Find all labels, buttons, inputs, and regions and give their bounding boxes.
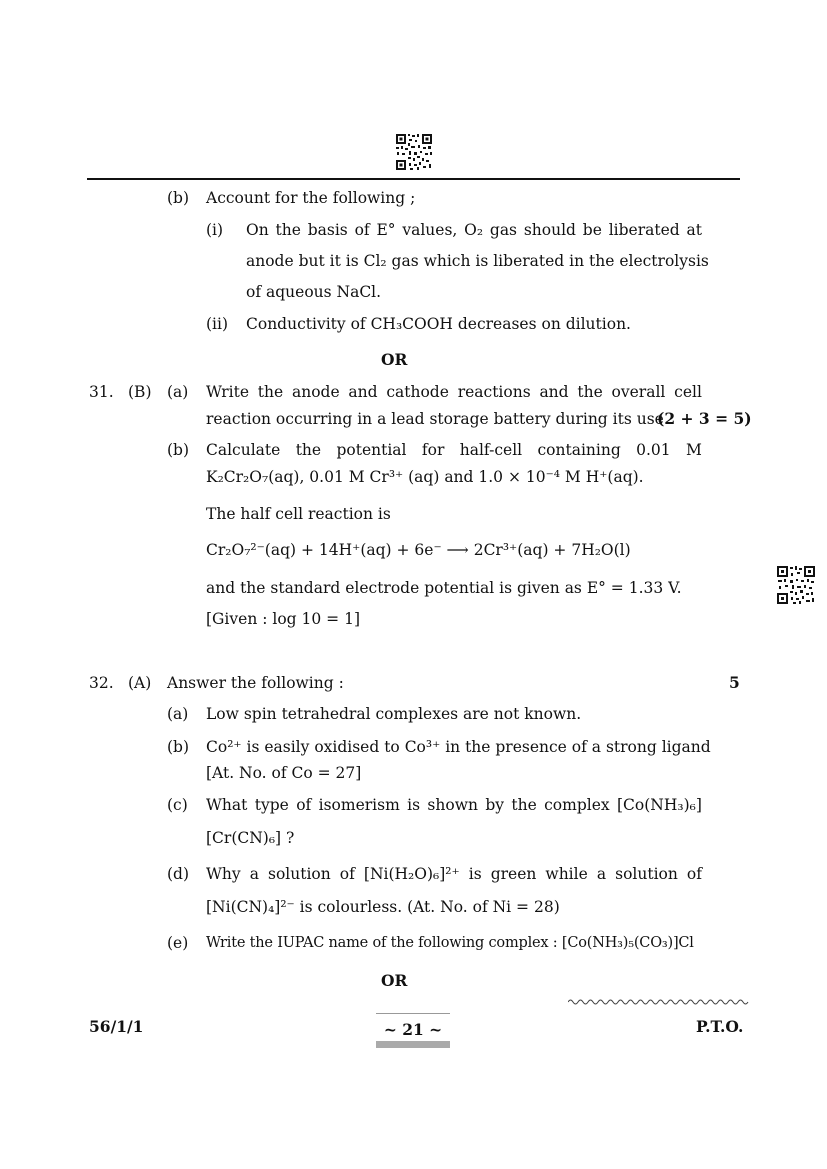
- q31b-b-label: (b): [167, 441, 190, 459]
- q31b-b-line4: and the standard electrode potential is given as E° = 1.33 V.: [206, 579, 682, 597]
- word: E°: [376, 221, 396, 239]
- q31a-b-ii-label: (ii): [206, 315, 229, 333]
- word: M: [686, 441, 702, 459]
- word: of: [339, 865, 355, 883]
- word: be: [582, 221, 602, 239]
- q31b-b-line3: The half cell reaction is: [206, 505, 391, 523]
- word: a: [596, 865, 607, 883]
- page-number: ~ 21 ~: [383, 1020, 443, 1039]
- word: half-cell: [459, 441, 523, 459]
- word: of: [354, 221, 370, 239]
- q31b-b-line1: [206, 440, 702, 460]
- q32-number: 32.: [89, 674, 114, 692]
- word: solution: [615, 865, 678, 883]
- q31a-b-i-line2: anode but it is Cl₂ gas which is liberated in the electrolysis: [246, 252, 709, 270]
- word: On: [246, 221, 269, 239]
- word: O₂: [464, 221, 484, 239]
- word: gas: [489, 221, 518, 239]
- or-divider-2: OR: [381, 971, 408, 990]
- word: basis: [307, 221, 348, 239]
- q31a-b-i-line1: [246, 220, 702, 240]
- word: and: [348, 383, 378, 401]
- word: at: [686, 221, 702, 239]
- word: green: [490, 865, 537, 883]
- word: anode: [291, 383, 340, 401]
- word: overall: [611, 383, 666, 401]
- page-number-top-rule: [376, 1013, 450, 1014]
- q31b-a-line2: reaction occurring in a lead storage battery during its use.: [206, 410, 669, 428]
- word: the: [257, 383, 284, 401]
- q31b-a-line1: [206, 382, 702, 402]
- word: the: [511, 796, 537, 814]
- word: for: [421, 441, 445, 459]
- word: What: [206, 796, 248, 814]
- q31b-a-label: (a): [167, 383, 189, 401]
- q32a-d-line1: [206, 864, 702, 884]
- word: of: [686, 865, 702, 883]
- word: potential: [336, 441, 407, 459]
- word: Write: [206, 383, 250, 401]
- q31a-b-label: (b): [167, 189, 190, 207]
- word: should: [523, 221, 576, 239]
- word: values,: [402, 221, 458, 239]
- word: containing: [537, 441, 621, 459]
- page-number-bar: [376, 1041, 450, 1048]
- q32a-c-line1: [206, 795, 702, 815]
- word: isomerism: [318, 796, 400, 814]
- word: complex: [544, 796, 610, 814]
- word: reactions: [457, 383, 531, 401]
- q32a-e-text: Write the IUPAC name of the following complex : [Co(NH₃)₅(CO₃)]Cl: [206, 935, 694, 951]
- q32a-b-label: (b): [167, 738, 190, 756]
- word: [Co(NH₃)₆]: [616, 796, 702, 814]
- word: the: [577, 383, 603, 401]
- q32a-marks: 5: [729, 673, 740, 692]
- header-rule: [87, 178, 740, 180]
- q32a-e-label: (e): [167, 934, 189, 952]
- q32a-b-line2: [At. No. of Co = 27]: [206, 764, 362, 782]
- q32a-d-line2: [Ni(CN)₄]²⁻ is colourless. (At. No. of Ni = 28): [206, 898, 560, 916]
- word: of: [296, 796, 312, 814]
- q32a-b-line1: Co²⁺ is easily oxidised to Co³⁺ in the presence of a strong ligand: [206, 738, 711, 756]
- q31a-b-i-line3: of aqueous NaCl.: [246, 283, 382, 301]
- word: a: [249, 865, 259, 883]
- word: Calculate: [206, 441, 281, 459]
- qr-code-top-icon: [395, 133, 433, 171]
- word: liberated: [608, 221, 680, 239]
- q31b-b-line2: K₂Cr₂O₇(aq), 0.01 M Cr³⁺ (aq) and 1.0 × 10⁻⁴ M H⁺(aq).: [206, 468, 644, 486]
- word: the: [275, 221, 301, 239]
- paper-code: 56/1/1: [89, 1017, 144, 1036]
- word: type: [254, 796, 289, 814]
- q31a-b-ii-text: Conductivity of CH₃COOH decreases on dilution.: [246, 315, 631, 333]
- word: is: [407, 796, 421, 814]
- word: cell: [674, 383, 702, 401]
- q31a-b-intro: Account for the following ;: [206, 189, 416, 207]
- word: shown: [427, 796, 478, 814]
- qr-code-side-icon: [776, 565, 816, 605]
- or-divider: OR: [381, 350, 408, 369]
- word: cathode: [386, 383, 449, 401]
- q32a-a-text: Low spin tetrahedral complexes are not known.: [206, 705, 582, 723]
- word: solution: [268, 865, 331, 883]
- q32a-c-label: (c): [167, 796, 188, 814]
- q32a-a-label: (a): [167, 705, 189, 723]
- q32a-c-line2: [Cr(CN)₆] ?: [206, 829, 295, 847]
- q32a-d-label: (d): [167, 865, 190, 883]
- wavy-line-icon: [568, 997, 750, 1007]
- word: the: [295, 441, 322, 459]
- q31a-b-i-label: (i): [206, 221, 224, 239]
- q31b-part-label: (B): [128, 383, 152, 401]
- q31b-given: [Given : log 10 = 1]: [206, 610, 360, 628]
- word: 0.01: [636, 441, 671, 459]
- pto-label: P.T.O.: [696, 1017, 744, 1036]
- word: is: [468, 865, 482, 883]
- q31b-marks: (2 + 3 = 5): [657, 409, 752, 428]
- q32a-part-label: (A): [128, 674, 152, 692]
- word: while: [545, 865, 588, 883]
- q31-number: 31.: [89, 383, 114, 401]
- word: and: [539, 383, 569, 401]
- q31b-equation: Cr₂O₇²⁻(aq) + 14H⁺(aq) + 6e⁻ ⟶ 2Cr³⁺(aq) + 7H₂O(l): [206, 541, 631, 559]
- word: Why: [206, 865, 241, 883]
- word: by: [485, 796, 504, 814]
- q32a-intro: Answer the following :: [167, 674, 344, 692]
- word: [Ni(H₂O)₆]²⁺: [363, 865, 460, 883]
